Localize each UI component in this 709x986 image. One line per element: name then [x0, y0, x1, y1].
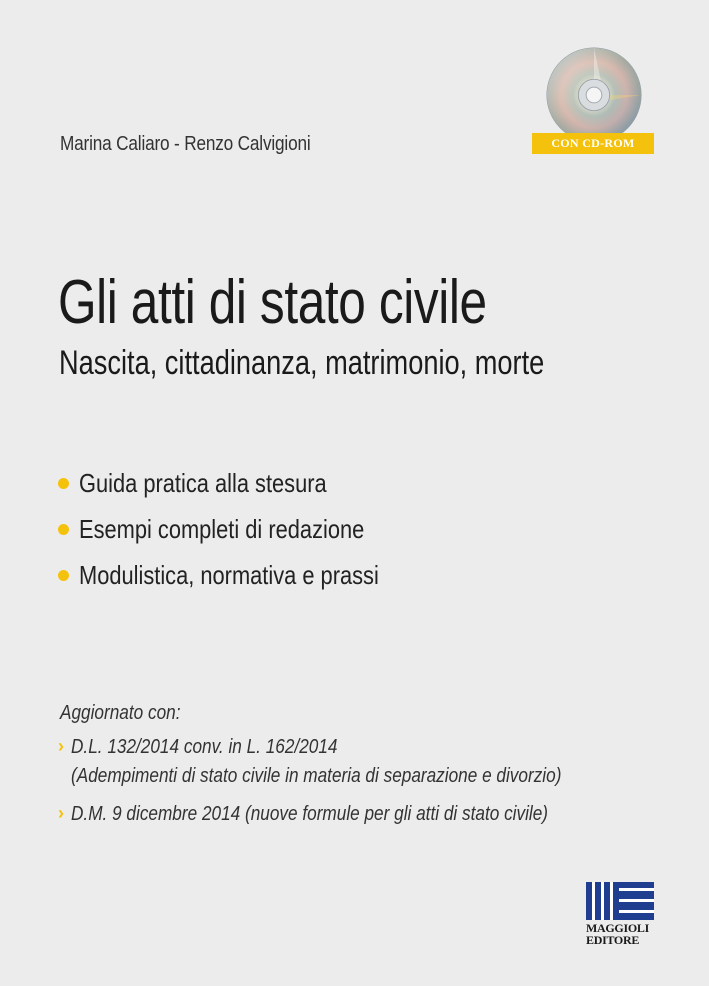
chevron-right-icon: ›	[58, 803, 64, 823]
yellow-dot-icon	[58, 478, 69, 489]
publisher-name	[586, 922, 654, 946]
feature-item	[58, 506, 436, 552]
publisher-line: MAGGIOLI	[586, 921, 649, 935]
feature-text: Guida pratica alla stesura	[79, 467, 327, 498]
feature-text: Esempi completi di redazione	[79, 513, 365, 544]
publisher-logo	[586, 882, 654, 947]
book-subtitle: Nascita, cittadinanza, matrimonio, morte	[59, 344, 545, 382]
update-item	[58, 733, 641, 791]
publisher-line: EDITORE	[586, 933, 640, 947]
update-line: D.M. 9 dicembre 2014 (nuove formule per gli atti di stato civile)	[71, 803, 549, 825]
maggioli-logo-icon	[586, 882, 654, 920]
feature-item	[58, 552, 436, 598]
cd-rom-disc-icon	[545, 46, 643, 144]
yellow-dot-icon	[58, 570, 69, 581]
feature-item	[58, 460, 436, 506]
feature-text: Modulistica, normativa e prassi	[79, 559, 379, 590]
cd-rom-badge: CON CD-ROM	[532, 133, 654, 154]
feature-list	[58, 460, 436, 598]
yellow-dot-icon	[58, 524, 69, 535]
update-line: (Adempimenti di stato civile in materia di separazione e divorzio)	[71, 765, 562, 787]
book-title: Gli atti di stato civile	[58, 268, 487, 337]
update-line: D.L. 132/2014 conv. in L. 162/2014	[71, 736, 338, 758]
updated-heading: Aggiornato con:	[60, 702, 181, 724]
updates-list	[58, 733, 641, 838]
authors: Marina Caliaro - Renzo Calvigioni	[60, 133, 311, 155]
chevron-right-icon: ›	[58, 736, 64, 756]
update-item	[58, 800, 641, 829]
